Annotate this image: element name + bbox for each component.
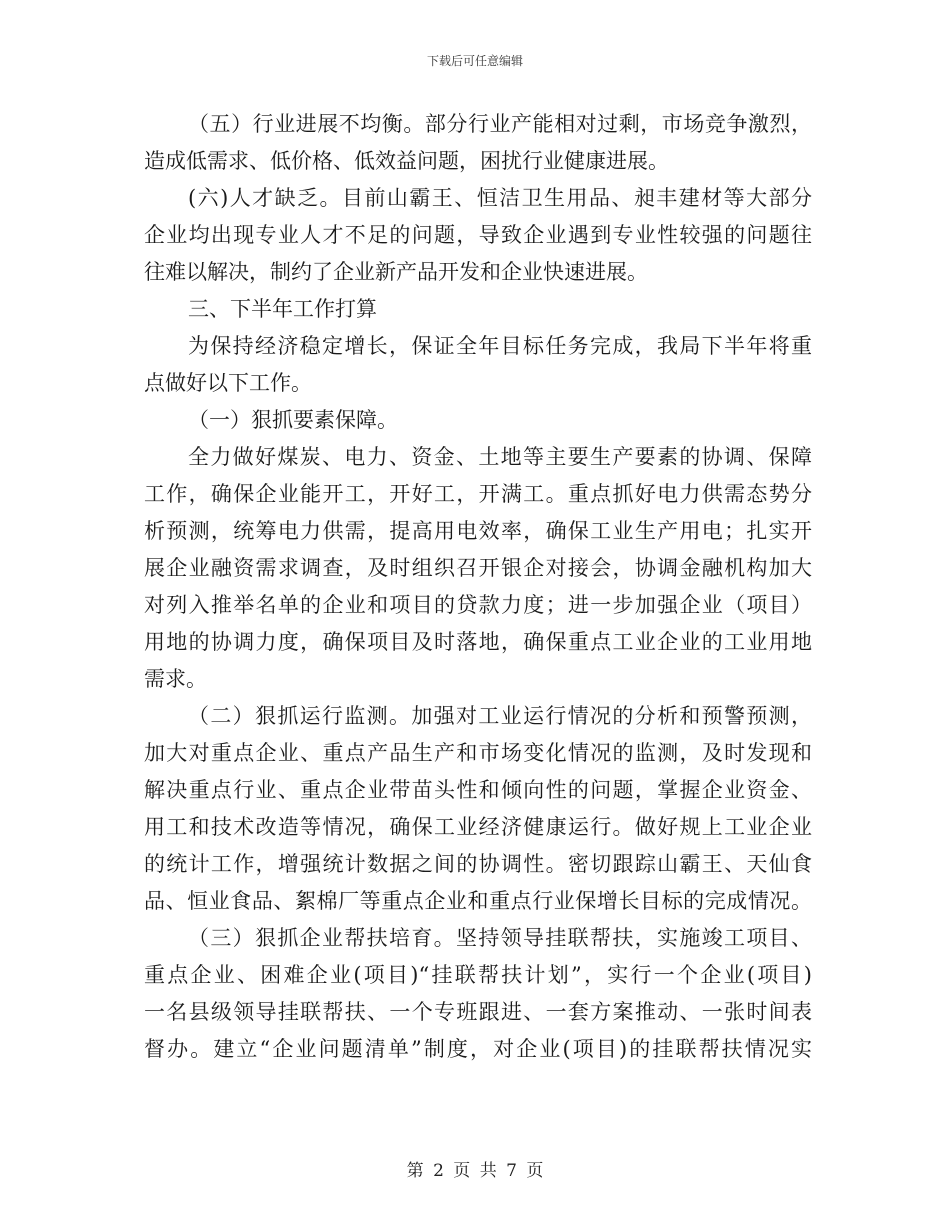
document-body bbox=[144, 106, 812, 1068]
text-line: 重点企业、困难企业(项目)“挂联帮扶计划”，实行一个企业(项目) bbox=[144, 963, 812, 987]
text-line: 加大对重点企业、重点产品生产和市场变化情况的监测，及时发现和 bbox=[144, 741, 812, 765]
page-footer: 第 2 页 共 7 页 bbox=[406, 1161, 544, 1181]
text-line: 点做好以下工作。 bbox=[144, 371, 312, 395]
text-line: （五）行业进展不均衡。部分行业产能相对过剩，市场竞争激烈， bbox=[188, 112, 812, 136]
text-line: 析预测，统筹电力供需，提高用电效率，确保工业生产用电；扎实开 bbox=[144, 519, 812, 543]
text-line: 企业均出现专业人才不足的问题，导致企业遇到专业性较强的问题往 bbox=[144, 223, 812, 247]
text-line: 的统计工作，增强统计数据之间的协调性。密切跟踪山霸王、天仙食 bbox=[144, 852, 812, 876]
text-line: （一）狠抓要素保障。 bbox=[188, 408, 398, 432]
text-line: 对列入推举名单的企业和项目的贷款力度；进一步加强企业（项目） bbox=[144, 593, 812, 617]
text-line: 三、下半年工作打算 bbox=[188, 297, 377, 321]
text-line: 品、恒业食品、絮棉厂等重点企业和重点行业保增长目标的完成情况。 bbox=[144, 889, 812, 913]
text-line: 用工和技术改造等情况，确保工业经济健康运行。做好规上工业企业 bbox=[144, 815, 812, 839]
text-line: 往难以解决，制约了企业新产品开发和企业快速进展。 bbox=[144, 260, 648, 284]
text-line: 为保持经济稳定增长，保证全年目标任务完成，我局下半年将重 bbox=[188, 334, 812, 358]
text-line: 解决重点行业、重点企业带苗头性和倾向性的问题，掌握企业资金、 bbox=[144, 778, 812, 802]
text-line: 造成低需求、低价格、低效益问题，困扰行业健康进展。 bbox=[144, 149, 669, 173]
text-line: 需求。 bbox=[144, 667, 207, 691]
text-line: （二）狠抓运行监测。加强对工业运行情况的分析和预警预测， bbox=[188, 704, 812, 728]
text-line: 工作，确保企业能开工，开好工，开满工。重点抓好电力供需态势分 bbox=[144, 482, 812, 506]
text-line: 用地的协调力度，确保项目及时落地，确保重点工业企业的工业用地 bbox=[144, 630, 812, 654]
page-header: 下载后可任意编辑 bbox=[426, 54, 523, 68]
text-line: 展企业融资需求调查，及时组织召开银企对接会，协调金融机构加大 bbox=[144, 556, 812, 580]
text-line: 一名县级领导挂联帮扶、一个专班跟进、一套方案推动、一张时间表 bbox=[144, 1000, 812, 1024]
text-line: 督办。建立“企业问题清单”制度，对企业(项目)的挂联帮扶情况实 bbox=[144, 1037, 812, 1061]
text-line: 全力做好煤炭、电力、资金、土地等主要生产要素的协调、保障 bbox=[188, 445, 812, 469]
text-line: （三）狠抓企业帮扶培育。坚持领导挂联帮扶，实施竣工项目、 bbox=[188, 926, 812, 950]
text-line: (六)人才缺乏。目前山霸王、恒洁卫生用品、昶丰建材等大部分 bbox=[188, 186, 812, 210]
